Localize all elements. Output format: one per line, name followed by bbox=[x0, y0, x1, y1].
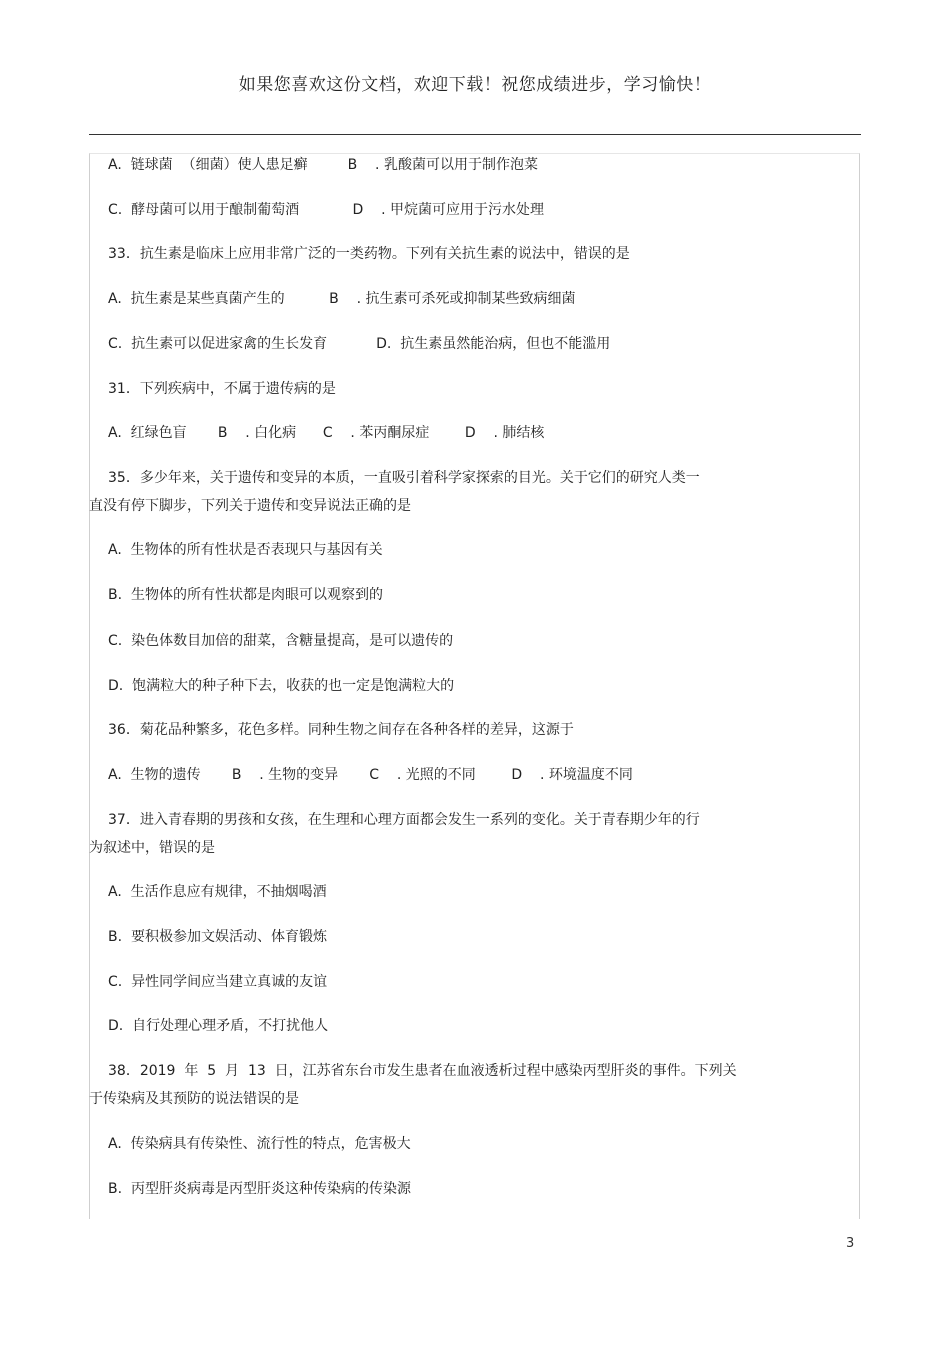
q36-options: A. 生物的遗传 B . 生物的变异 C . 光照的不同 D . 环境温度不同 bbox=[108, 767, 633, 783]
q35-option-b: B. 生物体的所有性状都是肉眼可以观察到的 bbox=[108, 587, 383, 603]
q35-stem-line1: 35．多少年来，关于遗传和变异的本质，一直吸引着科学家探索的目光。关于它们的研究人类一 bbox=[108, 470, 700, 486]
q37-stem-line1: 37．进入青春期的男孩和女孩，在生理和心理方面都会发生一系列的变化。关于青春期少年的行 bbox=[108, 812, 700, 828]
q35-option-c: C. 染色体数目加倍的甜菜，含糖量提高，是可以遗传的 bbox=[108, 633, 454, 649]
q38-stem-line2: 于传染病及其预防的说法错误的是 bbox=[89, 1091, 299, 1107]
q38-stem-line1: 38．2019 年 5 月 13 日，江苏省东台市发生患者在血液透析过程中感染丙型肝炎的事件。下列关 bbox=[108, 1063, 737, 1079]
q38-option-b: B. 丙型肝炎病毒是丙型肝炎这种传染病的传染源 bbox=[108, 1181, 411, 1197]
page-header: 如果您喜欢这份文档，欢迎下载！祝您成绩进步，学习愉快！ bbox=[238, 75, 712, 95]
q37-option-a: A. 生活作息应有规律，不抽烟喝酒 bbox=[108, 884, 327, 900]
q36-stem: 36．菊花品种繁多，花色多样。同种生物之间存在各种各样的差异，这源于 bbox=[108, 722, 574, 738]
q31-stem: 31．下列疾病中，不属于遗传病的是 bbox=[108, 381, 336, 397]
q33-options-cd: C. 抗生素可以促进家禽的生长发育 D. 抗生素虽然能治病，但也不能滥用 bbox=[108, 336, 611, 352]
page-number: 3 bbox=[846, 1236, 855, 1251]
q38-option-a: A. 传染病具有传染性、流行性的特点，危害极大 bbox=[108, 1136, 411, 1152]
q35-option-a: A. 生物体的所有性状是否表现只与基因有关 bbox=[108, 542, 383, 558]
q35-stem-line2: 直没有停下脚步，下列关于遗传和变异说法正确的是 bbox=[89, 498, 411, 514]
q37-stem-line2: 为叙述中，错误的是 bbox=[89, 840, 215, 856]
q32-options-cd: C. 酵母菌可以用于酿制葡萄酒 D . 甲烷菌可应用于污水处理 bbox=[108, 202, 545, 218]
q33-options-ab: A. 抗生素是某些真菌产生的 B . 抗生素可杀死或抑制某些致病细菌 bbox=[108, 291, 576, 307]
q31-options: A. 红绿色盲 B . 白化病 C . 苯丙酮尿症 D . 肺结核 bbox=[108, 425, 545, 441]
q33-stem: 33．抗生素是临床上应用非常广泛的一类药物。下列有关抗生素的说法中，错误的是 bbox=[108, 246, 630, 262]
q37-option-c: C. 异性同学间应当建立真诚的友谊 bbox=[108, 974, 328, 990]
q37-option-b: B. 要积极参加文娱活动、体育锻炼 bbox=[108, 929, 327, 945]
header-divider bbox=[89, 134, 861, 135]
q32-options-ab: A. 链球菌 （细菌）使人患足癣 B . 乳酸菌可以用于制作泡菜 bbox=[108, 157, 538, 173]
q35-option-d: D. 饱满粒大的种子种下去，收获的也一定是饱满粒大的 bbox=[108, 678, 455, 694]
q37-option-d: D. 自行处理心理矛盾，不打扰他人 bbox=[108, 1018, 329, 1034]
